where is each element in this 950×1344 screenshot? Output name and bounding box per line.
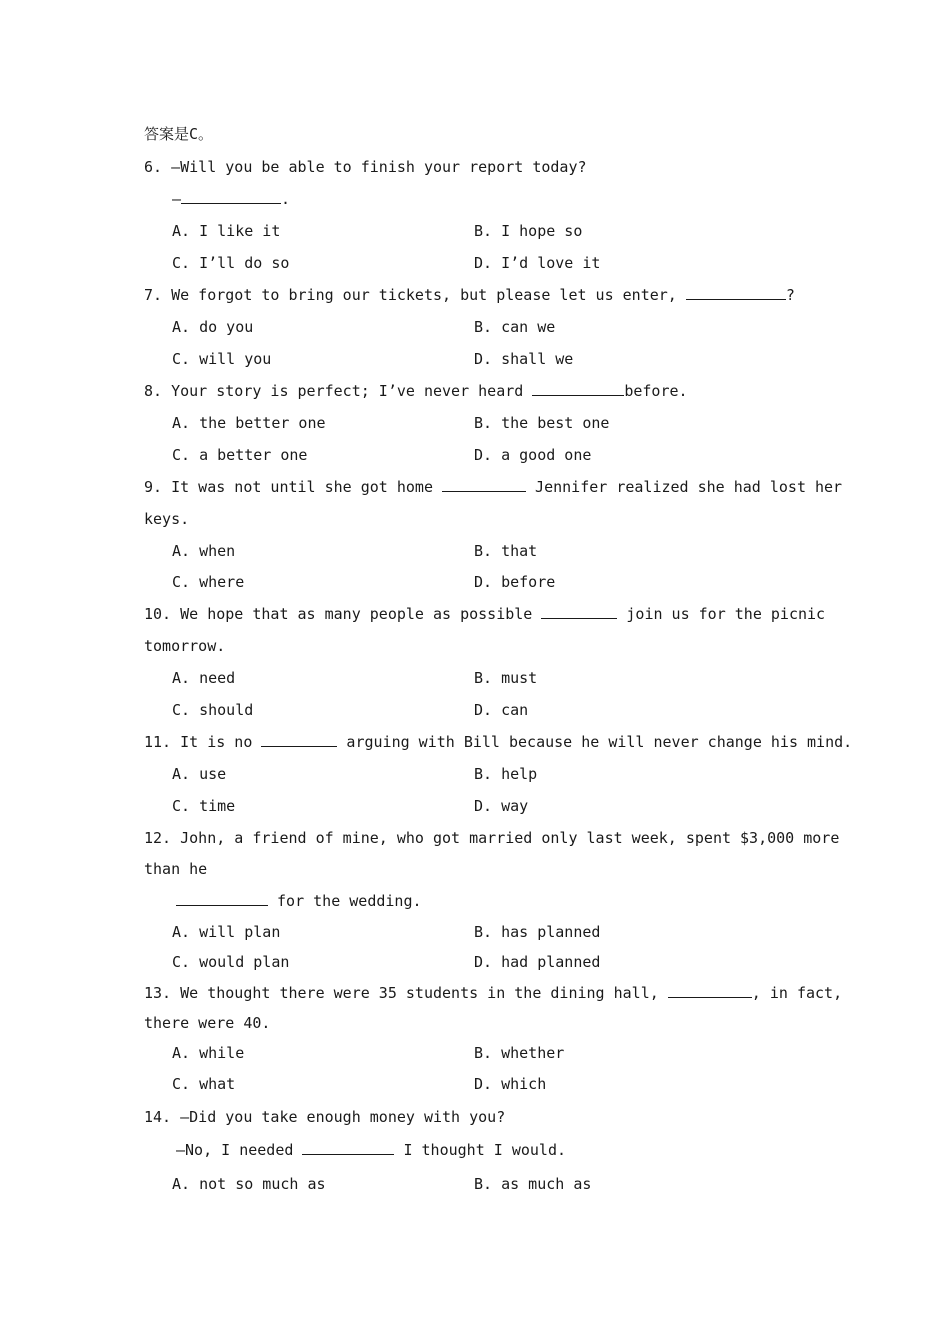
answer-blank bbox=[261, 732, 337, 747]
question-12-option-d: D. had planned bbox=[474, 953, 601, 971]
question-8-option-a: A. the better one bbox=[172, 414, 326, 432]
question-6-option-b: B. I hope so bbox=[474, 222, 583, 240]
stem-text-end: join us for the picnic bbox=[617, 605, 826, 623]
answer-blank bbox=[686, 285, 786, 300]
question-12-blank-line bbox=[176, 891, 422, 911]
stem-text-end: ? bbox=[785, 286, 795, 304]
question-13-option-a: A. while bbox=[172, 1044, 245, 1062]
question-7-option-c: C. will you bbox=[172, 350, 272, 368]
question-8-option-d: D. a good one bbox=[474, 446, 592, 464]
question-12-stem-continued: than he bbox=[144, 860, 208, 878]
stem-text: 11. It is no bbox=[144, 733, 262, 751]
question-10-option-a: A. need bbox=[172, 669, 236, 687]
answer-blank bbox=[442, 477, 526, 492]
question-13-stem-continued: there were 40. bbox=[144, 1014, 271, 1032]
question-7-option-b: B. can we bbox=[474, 318, 556, 336]
answer-note: 答案是C。 bbox=[144, 125, 214, 143]
answer-blank bbox=[176, 891, 268, 906]
question-13-option-c: C. what bbox=[172, 1075, 236, 1093]
question-8-option-c: C. a better one bbox=[172, 446, 308, 464]
question-9-option-b: B. that bbox=[474, 542, 538, 560]
question-12-option-c: C. would plan bbox=[172, 953, 290, 971]
stem-text: —No, I needed bbox=[176, 1141, 303, 1159]
period: . bbox=[281, 190, 291, 208]
question-14-option-b: B. as much as bbox=[474, 1175, 592, 1193]
stem-text-end: Jennifer realized she had lost her bbox=[526, 478, 843, 496]
question-8-option-b: B. the best one bbox=[474, 414, 610, 432]
question-6-stem: 6. —Will you be able to finish your report today? bbox=[144, 158, 587, 176]
dash: — bbox=[172, 190, 182, 208]
question-11-option-d: D. way bbox=[474, 797, 529, 815]
question-6-option-c: C. I’ll do so bbox=[172, 254, 290, 272]
stem-text: 10. We hope that as many people as possible bbox=[144, 605, 542, 623]
answer-blank bbox=[541, 604, 617, 619]
stem-text-end: before. bbox=[624, 382, 688, 400]
question-9-stem-continued: keys. bbox=[144, 510, 190, 528]
question-10-option-b: B. must bbox=[474, 669, 538, 687]
question-6-option-d: D. I’d love it bbox=[474, 254, 601, 272]
stem-text-end: arguing with Bill because he will never change his mind. bbox=[337, 733, 853, 751]
question-8-stem bbox=[144, 381, 688, 401]
question-11-option-a: A. use bbox=[172, 765, 227, 783]
question-14-option-a: A. not so much as bbox=[172, 1175, 326, 1193]
question-12-stem: 12. John, a friend of mine, who got married only last week, spent $3,000 more bbox=[144, 829, 840, 847]
question-14-stem: 14. —Did you take enough money with you? bbox=[144, 1108, 506, 1126]
answer-blank bbox=[668, 983, 752, 998]
stem-text-end: I thought I would. bbox=[394, 1141, 567, 1159]
answer-blank bbox=[532, 381, 624, 396]
stem-text-end: for the wedding. bbox=[268, 892, 422, 910]
question-9-stem bbox=[144, 477, 843, 497]
question-14-response bbox=[176, 1140, 566, 1160]
question-6-response bbox=[172, 189, 290, 209]
question-11-option-b: B. help bbox=[474, 765, 538, 783]
answer-blank bbox=[302, 1140, 394, 1155]
stem-text: 9. It was not until she got home bbox=[144, 478, 443, 496]
stem-text: 13. We thought there were 35 students in the dining hall, bbox=[144, 984, 668, 1002]
question-7-stem bbox=[144, 285, 795, 305]
question-12-option-a: A. will plan bbox=[172, 923, 281, 941]
question-9-option-c: C. where bbox=[172, 573, 245, 591]
question-9-option-a: A. when bbox=[172, 542, 236, 560]
stem-text-end: , in fact, bbox=[751, 984, 843, 1002]
question-7-option-d: D. shall we bbox=[474, 350, 574, 368]
question-9-option-d: D. before bbox=[474, 573, 556, 591]
question-6-option-a: A. I like it bbox=[172, 222, 281, 240]
answer-blank bbox=[181, 189, 281, 204]
question-10-option-c: C. should bbox=[172, 701, 254, 719]
question-7-option-a: A. do you bbox=[172, 318, 254, 336]
question-10-option-d: D. can bbox=[474, 701, 529, 719]
question-10-stem bbox=[144, 604, 826, 624]
stem-text: 7. We forgot to bring our tickets, but please let us enter, bbox=[144, 286, 686, 304]
question-13-option-b: B. whether bbox=[474, 1044, 565, 1062]
question-13-option-d: D. which bbox=[474, 1075, 547, 1093]
question-11-option-c: C. time bbox=[172, 797, 236, 815]
question-11-stem bbox=[144, 732, 852, 752]
question-10-stem-continued: tomorrow. bbox=[144, 637, 226, 655]
question-12-option-b: B. has planned bbox=[474, 923, 601, 941]
question-13-stem bbox=[144, 983, 843, 1003]
stem-text: 8. Your story is perfect; I’ve never heard bbox=[144, 382, 533, 400]
